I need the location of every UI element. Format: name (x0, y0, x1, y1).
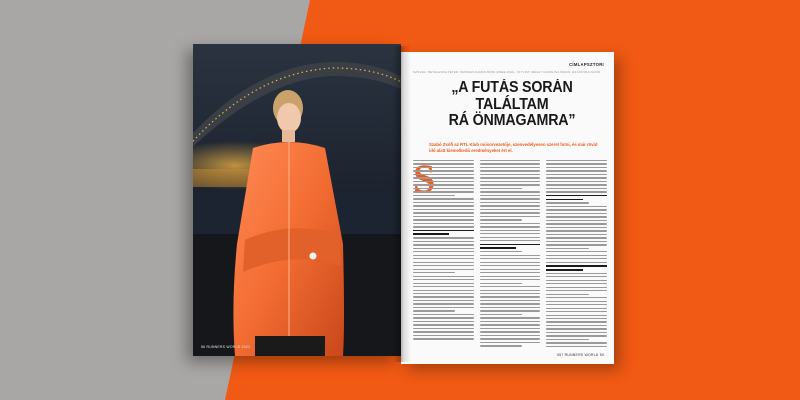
body-text-line (413, 219, 474, 220)
body-text-line (413, 255, 474, 256)
body-text-line (546, 174, 607, 175)
right-page-folio: 057 RUNNERS WORLD 59 (557, 353, 604, 357)
body-text-line (546, 170, 607, 171)
body-text-line (480, 251, 522, 252)
body-text-line (480, 202, 541, 203)
body-text-line (413, 258, 474, 259)
body-text-line (413, 265, 474, 266)
body-text-line (413, 167, 474, 168)
body-text-line (546, 237, 607, 238)
body-text-line (480, 283, 522, 284)
body-text-line (480, 195, 541, 196)
body-text-line (480, 219, 522, 220)
body-text-line (480, 237, 541, 238)
body-subhead-line (413, 230, 474, 232)
article-lead: Szabó Zsófi az RTL Klub műsorvezetője, szenvedélyesen szeret futni, és már rövid idő alatt kiemelkedő eredményeket ért el. (429, 142, 598, 153)
body-text-line (546, 216, 607, 217)
body-text-line (480, 317, 541, 318)
body-column-2 (480, 160, 541, 350)
body-text-line (480, 233, 541, 234)
body-text-line (546, 321, 607, 322)
body-text-line (480, 198, 541, 199)
body-text-line (413, 310, 455, 311)
body-text-line (546, 262, 607, 263)
body-text-line (480, 230, 541, 231)
left-page (193, 44, 401, 356)
body-text-line (546, 241, 607, 242)
body-subhead-line (546, 199, 582, 201)
body-text-line (480, 276, 541, 277)
face (277, 103, 301, 133)
body-text-line (480, 279, 541, 280)
body-text-line (480, 160, 541, 161)
body-text-line (480, 290, 541, 291)
body-text-line (546, 213, 607, 214)
body-text-line (546, 191, 607, 192)
body-text-line (480, 307, 541, 308)
body-text-line (480, 170, 541, 171)
body-text-line (546, 234, 607, 235)
article-body (413, 160, 607, 350)
body-text-line (413, 262, 474, 263)
body-text-line (413, 272, 455, 273)
body-text-line (546, 283, 607, 284)
body-text-line (413, 244, 474, 245)
body-text-line (546, 342, 607, 343)
body-text-line (413, 314, 474, 315)
body-text-line (546, 223, 607, 224)
body-text-line (413, 160, 474, 161)
body-text-line (480, 184, 541, 185)
body-text-line (480, 269, 541, 270)
section-tag: CÍMLAPSZTORI (569, 62, 604, 67)
body-text-line (413, 335, 474, 336)
body-text-line (480, 331, 541, 332)
body-text-line (546, 346, 607, 347)
body-text-line (413, 251, 474, 252)
body-text-line (413, 331, 474, 332)
body-text-line (546, 160, 607, 161)
left-page-folio: 56 RUNNERS WORLD 2021 (201, 345, 251, 349)
body-text-line (546, 335, 607, 336)
body-text-line (546, 297, 607, 298)
body-text-line (480, 310, 541, 311)
body-text-line (546, 255, 607, 256)
body-text-block (413, 160, 474, 340)
body-subhead-line (546, 269, 582, 271)
body-text-line (480, 163, 541, 164)
body-text-line (546, 251, 607, 252)
body-text-line (480, 324, 541, 325)
body-text-line (480, 293, 541, 294)
body-text-line (480, 303, 541, 304)
body-text-line (546, 202, 588, 203)
body-text-line (413, 286, 474, 287)
body-text-line (546, 177, 607, 178)
body-text-line (480, 181, 541, 182)
body-text-line (480, 205, 541, 206)
body-text-line (413, 300, 474, 301)
body-text-line (480, 223, 541, 224)
body-text-line (413, 170, 474, 171)
body-text-line (546, 181, 607, 182)
body-column-1 (413, 160, 474, 350)
body-text-line (480, 212, 541, 213)
body-text-line (480, 174, 541, 175)
headline-line-1: „A FUTÁS SORÁN TALÁLTAM (451, 79, 573, 113)
dark-leggings (255, 336, 325, 356)
body-text-line (413, 237, 474, 238)
body-text-line (546, 167, 607, 168)
body-text-line (546, 230, 607, 231)
body-text-line (413, 198, 474, 199)
body-text-line (546, 280, 607, 281)
body-text-line (546, 206, 607, 207)
body-text-line (480, 335, 541, 336)
body-text-line (480, 191, 541, 192)
body-text-line (413, 276, 474, 277)
body-text-line (413, 248, 474, 249)
body-text-line (480, 265, 541, 266)
body-text-line (546, 273, 607, 274)
body-text-line (480, 209, 541, 210)
body-text-line (480, 216, 541, 217)
watch (310, 253, 317, 260)
body-text-line (480, 338, 541, 339)
body-text-line (546, 227, 607, 228)
body-text-line (546, 325, 607, 326)
body-text-block (480, 160, 541, 347)
body-text-line (413, 181, 474, 182)
body-text-line (413, 188, 474, 189)
body-text-line (546, 287, 607, 288)
body-text-line (413, 174, 474, 175)
body-text-line (546, 163, 607, 164)
body-text-line (413, 212, 474, 213)
body-text-line (546, 318, 607, 319)
body-text-line (546, 244, 607, 245)
body-text-line (480, 226, 541, 227)
body-text-line (413, 296, 474, 297)
body-text-line (546, 258, 607, 259)
body-text-line (413, 338, 474, 339)
body-text-line (413, 226, 474, 227)
body-text-line (546, 311, 607, 312)
body-text-line (413, 328, 474, 329)
body-text-line (480, 188, 522, 189)
body-subhead-line (413, 233, 449, 235)
body-text-line (480, 177, 541, 178)
body-text-line (480, 300, 541, 301)
body-text-line (480, 262, 541, 263)
body-text-line (546, 308, 607, 309)
body-text-line (546, 315, 607, 316)
body-text-line (413, 303, 474, 304)
body-text-line (413, 279, 474, 280)
body-text-line (480, 314, 522, 315)
body-text-line (480, 286, 541, 287)
body-text-line (413, 269, 474, 270)
body-text-line (546, 248, 588, 249)
body-text-line (413, 293, 474, 294)
body-subhead-line (546, 195, 607, 197)
body-text-line (413, 163, 474, 164)
body-text-line (546, 294, 588, 295)
body-text-line (413, 290, 474, 291)
body-text-line (480, 342, 541, 343)
body-text-line (480, 321, 541, 322)
body-text-line (413, 184, 474, 185)
headline-line-2: RÁ ÖNMAGAMRA” (448, 112, 576, 129)
body-text-line (413, 317, 474, 318)
body-text-line (546, 304, 607, 305)
body-column-3 (546, 160, 607, 350)
body-text-line (480, 258, 541, 259)
article-headline (425, 80, 600, 130)
body-text-line (413, 209, 474, 210)
body-text-line (546, 220, 607, 221)
body-text-line (546, 339, 588, 340)
body-text-block (546, 160, 607, 347)
body-text-line (413, 324, 474, 325)
body-text-line (546, 332, 607, 333)
neck (282, 130, 295, 142)
body-text-line (480, 345, 522, 346)
body-text-line (546, 276, 607, 277)
body-text-line (480, 240, 541, 241)
body-text-line (480, 328, 541, 329)
body-text-line (413, 195, 455, 196)
body-text-line (413, 241, 474, 242)
body-text-line (546, 328, 607, 329)
body-subhead-line (480, 244, 541, 246)
body-text-line (546, 209, 607, 210)
body-subhead-line (546, 265, 607, 267)
body-text-line (480, 272, 541, 273)
body-text-line (546, 184, 607, 185)
right-page (401, 52, 614, 364)
cover-photo (193, 44, 401, 356)
body-text-line (413, 177, 474, 178)
article-credits: SZÖVEG: BETHLENKE PÉTER, SMINKES DARÁS MÓNI AIMEE ANUL, STYLIST: RÉGHY KAROLINA FRAIIN, ÉS MÓNIKA DÁVID (413, 70, 601, 74)
body-subhead-line (480, 247, 516, 249)
body-text-line (413, 191, 474, 192)
body-text-line (480, 167, 541, 168)
body-text-line (413, 205, 474, 206)
body-text-line (413, 307, 474, 308)
body-text-line (413, 321, 474, 322)
body-text-line (413, 216, 474, 217)
body-text-line (546, 301, 607, 302)
body-text-line (546, 290, 607, 291)
body-text-line (413, 202, 474, 203)
body-text-line (480, 255, 541, 256)
body-text-line (413, 223, 474, 224)
body-text-line (480, 296, 541, 297)
body-text-line (546, 188, 607, 189)
body-text-line (413, 283, 474, 284)
